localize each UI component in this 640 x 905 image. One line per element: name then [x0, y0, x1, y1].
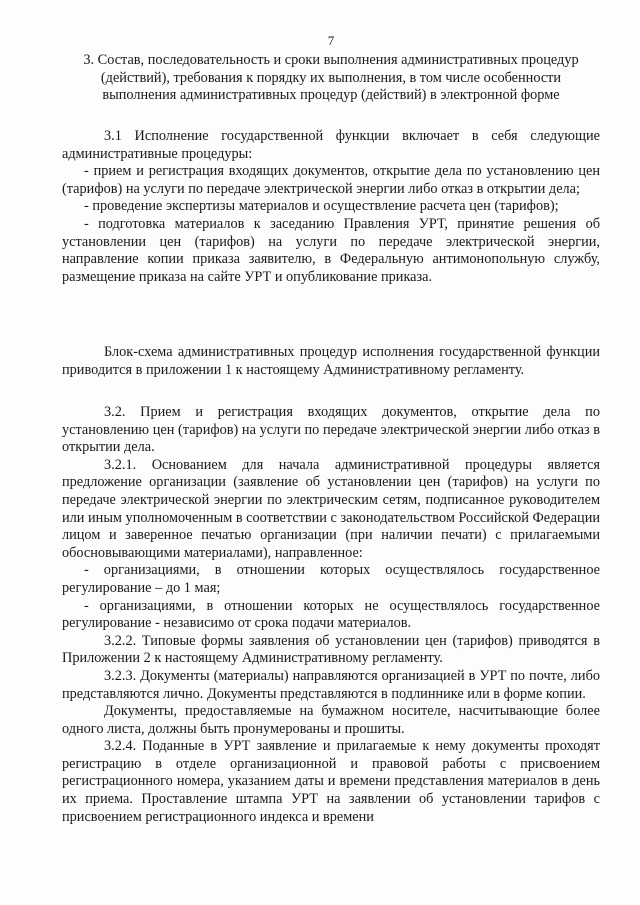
- paragraph: 3.2. Прием и регистрация входящих документов, открытие дела по установлению цен (тарифов) на услуги по передаче электрической энергии либо отказ в открытии дела.: [62, 404, 600, 456]
- paragraph: Блок-схема административных процедур исполнения государственной функции приводится в приложении 1 к настоящему Административному регламенту.: [62, 344, 600, 378]
- heading-line: 3. Состав, последовательность и сроки выполнения административных процедур: [83, 52, 579, 68]
- paragraph: 3.1 Исполнение государственной функции включает в себя следующие административные процедуры:: [62, 128, 600, 162]
- list-item: - организациями, в отношении которых не осуществлялось государственное регулирование - независимо от срока подачи материалов.: [62, 597, 600, 632]
- paragraph: Документы, предоставляемые на бумажном носителе, насчитывающие более одного листа, должны быть пронумерованы и прошиты.: [62, 703, 600, 737]
- heading-line: выполнения административных процедур (действий) в электронной форме: [102, 87, 560, 104]
- section-3-2: [62, 404, 600, 826]
- flowchart-note: [62, 344, 600, 379]
- section-3-1: [62, 128, 600, 286]
- paragraph: 3.2.2. Типовые формы заявления об установлении цен (тарифов) приводятся в Приложении 2 к настоящему Административному регламенту.: [62, 632, 600, 667]
- list-item: - проведение экспертизы материалов и осуществление расчета цен (тарифов);: [84, 198, 559, 215]
- heading-line: (действий), требования к порядку их выполнения, в том числе особенности: [100, 69, 562, 86]
- paragraph: 3.2.4. Поданные в УРТ заявление и прилагаемые к нему документы проходят регистрацию в отделе организационной и правовой работы с присвоением регистрационного номера, указанием даты и времени представления материалов в день их приема. Проставление штампа УРТ на заявлении об установлении тарифов с присвоением регистрационного индекса и времени: [62, 738, 600, 825]
- list-item: - организациями, в отношении которых осуществлялось государственное регулирование – до 1 мая;: [62, 562, 600, 596]
- page-number: 7: [327, 33, 335, 48]
- paragraph: 3.2.3. Документы (материалы) направляются организацией в УРТ по почте, либо представляются лично. Документы представляются в подлиннике или в форме копии.: [62, 667, 600, 702]
- section-heading: [62, 52, 600, 105]
- list-item: - подготовка материалов к заседанию Правления УРТ, принятие решения об установлении цен (тарифов) на услуги по передаче электрической энергии, направление копии приказа заявителю, в Федеральную антимонопольную службу, размещение приказа на сайте УРТ и опубликование приказа.: [62, 215, 600, 285]
- paragraph: 3.2.1. Основанием для начала административной процедуры является предложение организации (заявление об установлении цен (тарифов) на услуги по передаче электрической энергии по электрическим сетям, подписанное руководителем или иным уполномоченным в соответствии с законодательством Российской Федерации лицом и заверенное печатью организации (при наличии печати) с прилагаемыми обосновывающими материалами), направленное:: [62, 456, 600, 561]
- list-item: - прием и регистрация входящих документов, открытие дела по установлению цен (тарифов) на услуги по передаче электрической энергии либо отказ в открытии дела;: [62, 163, 600, 197]
